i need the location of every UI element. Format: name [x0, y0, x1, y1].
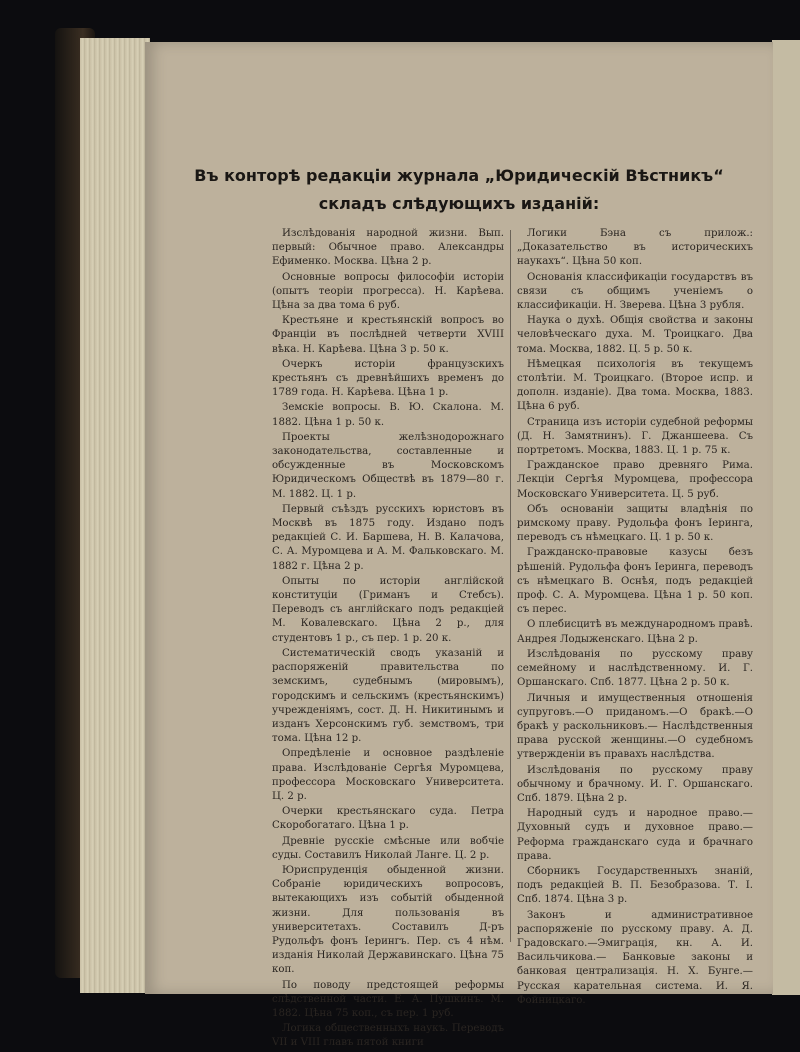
list-item: Очерки крестьянскаго суда. Петра Скоробогатаго. Цѣна 1 р. [272, 806, 504, 832]
list-item: Земскіе вопросы. В. Ю. Скалона. М. 1882. Цѣна 1 р. 50 к. [272, 402, 504, 428]
list-item: Нѣмецкая психологія въ текущемъ столѣтіи. М. Троицкаго. (Второе испр. и дополн. изданіе). Два тома. Москва, 1883. Цѣна 6 руб. [517, 358, 753, 413]
page-edges [80, 38, 150, 993]
list-item: Изслѣдованія по русскому праву семейному и наслѣдственному. И. Г. Оршанскаго. Спб. 1877. Цѣна 2 р. 50 к. [517, 648, 753, 689]
list-item: Гражданско-правовые казусы безъ рѣшеній. Рудольфа фонъ Іеринга, переводъ съ нѣмецкаго В. Оснѣя, подъ редакціей проф. С. А. Муромцева. Цѣна 1 р. 50 коп. съ перес. [517, 547, 753, 616]
list-item: Страница изъ исторіи судебной реформы (Д. Н. Замятнинъ). Г. Джаншеева. Съ портретомъ. Москва, 1883. Ц. 1 р. 75 к. [517, 416, 753, 457]
list-item: Опредѣленіе и основное раздѣленіе права. Изслѣдованіе Сергѣя Муромцева, профессора Московскаго Университета. Ц. 2 р. [272, 748, 504, 802]
right-column [517, 227, 753, 1009]
page-title: Въ конторѣ редакціи журнала „Юридическій Вѣстникъ“ [194, 166, 724, 185]
list-item: Первый съѣздъ русскихъ юристовъ въ Москвѣ въ 1875 году. Издано подъ редакціей С. И. Баршева, Н. В. Калачова, С. А. Муромцева и А. М. Фальковскаго. М. 1882 г. Цѣна 2 р. [272, 503, 504, 572]
list-item: Опыты по исторіи англійской конституціи (Гриманъ и Стебсъ). Переводъ съ англійскаго подъ редакціей М. Ковалевскаго. Цѣна 2 р., для студентовъ 1 р., съ пер. 1 р. 20 к. [272, 575, 504, 644]
list-item: Древніе русскіе смѣсные или вобчіе суды. Составилъ Николай Ланге. Ц. 2 р. [272, 835, 504, 861]
list-item: Проекты желѣзнодорожнаго законодательства, составленные и обсужденные въ Московскомъ Юридическомъ Обществѣ въ 1879—80 г. М. 1882. Ц. 1 р. [272, 431, 504, 500]
column-divider [510, 230, 511, 942]
list-item: Личныя и имущественныя отношенія супруговъ.—О приданомъ.—О бракѣ.—О бракѣ у раскольниковъ.— Наслѣдственныя права русской женщины.—О судебномъ утвержденіи въ правахъ наслѣдства. [517, 692, 753, 761]
list-item: Основные вопросы философіи исторіи (опытъ теоріи прогресса). Н. Карѣева. Цѣна за два тома 6 руб. [272, 271, 504, 312]
left-column [272, 227, 504, 1052]
list-item: Крестьяне и крестьянскій вопросъ во Франціи въ послѣдней четверти XVIII вѣка. Н. Карѣева. Цѣна 3 р. 50 к. [272, 315, 504, 355]
book-page [145, 42, 773, 1049]
list-item: По поводу предстоящей реформы слѣдственной части. Е. А. Пушкинъ. М. 1882. Цѣна 75 коп., съ пер. 1 руб. [272, 979, 504, 1019]
list-item: Изслѣдованія народной жизни. Вып. первый: Обычное право. Александры Ефименко. Москва. Цѣна 2 р. [272, 228, 504, 268]
list-item: Очеркъ исторіи французскихъ крестьянъ съ древнѣйшихъ временъ до 1789 года. Н. Карѣева. Цѣна 1 р. [272, 358, 504, 399]
list-item: Сборникъ Государственныхъ знаній, подъ редакціей В. П. Безобразова. Т. I. Спб. 1874. Цѣна 3 р. [517, 865, 753, 906]
list-item: Законъ и административное распоряженіе по русскому праву. А. Д. Градовскаго.—Эмиграція, кн. А. И. Васильчикова.— Банковые законы и банковая централизація. Н. Х. Бунге.—Русская карательная система. И. Я. Фойницкаго. [517, 909, 753, 1006]
list-item: Гражданское право древняго Рима. Лекціи Сергѣя Муромцева, профессора Московскаго Университета. Ц. 5 руб. [517, 460, 753, 500]
list-item: Основанія классификаціи государствъ въ связи съ общимъ ученіемъ о классификаціи. Н. Зверева. Цѣна 3 рубля. [517, 271, 753, 312]
list-item: Систематическій сводъ указаній и распоряженій правительства по земскимъ, судебнымъ (мировымъ), городскимъ и сельскимъ (крестьянскимъ) учрежденіямъ, сост. Д. Н. Никитинымъ и изданъ Херсонскимъ губ. земствомъ, три тома. Цѣна 12 р. [272, 647, 504, 745]
list-item: Объ основаніи защиты владѣнія по римскому праву. Рудольфа фонъ Іеринга, переводъ съ нѣмецкаго. Ц. 1 р. 50 к. [517, 503, 753, 544]
list-item: Изслѣдованія по русскому праву обычному и брачному. И. Г. Оршанскаго. Спб. 1879. Цѣна 2 р. [517, 764, 753, 804]
list-item: Народный судъ и народное право.—Духовный судъ и духовное право.—Реформа гражданскаго суда и брачнаго права. [517, 808, 753, 862]
list-item: Логики Бэна съ прилож.: „Доказательство въ историческихъ наукахъ“. Цѣна 50 коп. [517, 228, 753, 268]
list-item: О плебисцитѣ въ международномъ правѣ. Андрея Лодыженскаго. Цѣна 2 р. [517, 619, 753, 645]
list-item: Наука о духѣ. Общія свойства и законы человѣческаго духа. М. Троицкаго. Два тома. Москва, 1882. Ц. 5 р. 50 к. [517, 315, 753, 355]
list-item: Логика общественныхъ наукъ. Переводъ VII и VIII главъ пятой книги [272, 1023, 504, 1049]
list-item: Юриспруденція обыденной жизни. Собраніе юридическихъ вопросовъ, вытекающихъ изъ событій обыденной жизни. Для пользованія въ университетахъ. Составилъ Д-ръ Рудольфъ фонъ Іерингъ. Пер. съ 4 нѣм. изданія Николай Державинскаго. Цѣна 75 коп. [272, 864, 504, 976]
page-subtitle: складъ слѣдующихъ изданій: [318, 194, 600, 213]
facing-page-edge [772, 40, 800, 995]
